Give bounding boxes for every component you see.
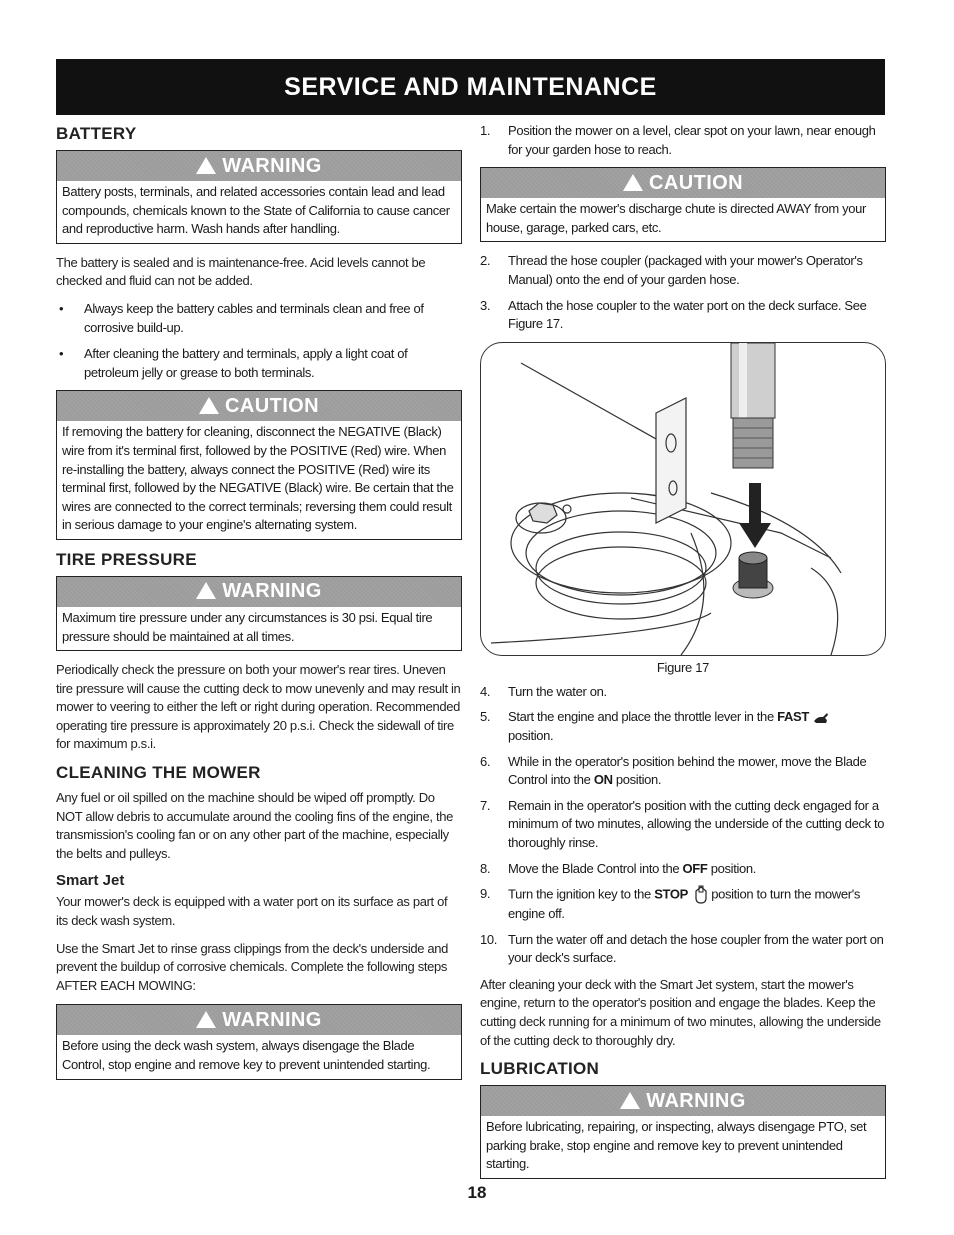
caution-label: CAUTION xyxy=(649,171,743,194)
list-item: 5. Start the engine and place the throttle lever in the FAST position. xyxy=(480,708,886,745)
tire-heading: TIRE PRESSURE xyxy=(56,549,197,569)
warning-text: Maximum tire pressure under any circumstances is 30 psi. Equal tire pressure should be maintained at all times. xyxy=(62,609,433,644)
list-item: 10. Turn the water off and detach the hose coupler from the water port on your deck's surface. xyxy=(480,931,884,966)
warning-header xyxy=(57,1005,461,1035)
caution-label: CAUTION xyxy=(225,394,319,417)
discharge-caution-box xyxy=(480,167,886,242)
warning-triangle-icon xyxy=(199,397,219,414)
warning-label: WARNING xyxy=(222,1008,322,1031)
warning-label: WARNING xyxy=(646,1089,746,1112)
after-cleaning-paragraph: After cleaning your deck with the Smart Jet system, start the mower's engine, return to the operator's position and engage the blades. Keep the cutting deck running for a minimum of two minutes, allowing the underside of the cutting deck to thoroughly dry. xyxy=(480,976,881,1048)
steps-list-a xyxy=(480,122,886,159)
warning-label: WARNING xyxy=(222,580,322,603)
list-item: 2. Thread the hose coupler (packaged with your mower's Operator's Manual) onto the end of your garden hose. xyxy=(480,253,863,287)
battery-caution-box xyxy=(56,390,462,540)
cleaning-paragraph: Any fuel or oil spilled on the machine should be wiped off promptly. Do NOT allow debris to accumulate around the cooling fins of the engine, the transmission's cooling fan or on any other part of the machine, especially the belts and pulleys. xyxy=(56,790,453,861)
list-item: 9. Turn the ignition key to the STOP position to turn the mower's engine off. xyxy=(480,886,860,922)
battery-heading: BATTERY xyxy=(56,124,137,143)
caution-text: If removing the battery for cleaning, disconnect the NEGATIVE (Black) wire from it's terminal first, followed by the POSITIVE (Red) wire. When re-installing the battery, always connect the POSITIVE (Red) wire its terminal first, followed by the NEGATIVE (Black) wire. Be certain that the wires are connected to the correct terminals; reversing them could result in serious damage to your engine's alternating system. xyxy=(62,424,454,533)
warning-triangle-icon xyxy=(196,157,216,174)
warning-triangle-icon xyxy=(196,1011,216,1028)
caution-header xyxy=(57,391,461,421)
right-column xyxy=(480,122,886,1189)
warning-triangle-icon xyxy=(620,1092,640,1109)
tire-paragraph: Periodically check the pressure on both your mower's rear tires. Uneven tire pressure will cause the cutting deck to mow unevenly and may result in mower to veering to either the left or right during operation. Recommended operating tire pressure is approximately 20 p.s.i. Check the sidewall of tire for maximum p.s.i. xyxy=(56,662,461,752)
figure-caption: Figure 17 xyxy=(656,659,710,675)
lubrication-warning-box xyxy=(480,1085,886,1179)
list-item: 1. Position the mower on a level, clear spot on your lawn, near enough for your garden hose to reach. xyxy=(480,123,876,157)
steps-list-c xyxy=(480,683,886,968)
caution-header xyxy=(481,168,885,198)
smart-jet-paragraph-1: Your mower's deck is equipped with a water port on its surface as part of its deck wash system. xyxy=(56,894,448,929)
list-item: 4. Turn the water on. xyxy=(480,683,607,699)
tire-warning-box xyxy=(56,576,462,651)
stop-key-icon xyxy=(691,885,711,905)
caution-text: Make certain the mower's discharge chute is directed AWAY from your house, garage, parked cars, etc. xyxy=(486,201,867,235)
battery-bullets xyxy=(56,300,462,382)
warning-triangle-icon xyxy=(623,174,643,191)
warning-triangle-icon xyxy=(196,582,216,599)
smart-jet-heading: Smart Jet xyxy=(56,872,125,890)
list-item: 8. Move the Blade Control into the OFF position. xyxy=(480,860,757,876)
list-item: 6. While in the operator's position behind the mower, move the Blade Control into the ON position. xyxy=(480,753,867,788)
lubrication-heading: LUBRICATION xyxy=(480,1059,600,1079)
warning-header xyxy=(481,1086,885,1116)
warning-header xyxy=(57,577,461,607)
warning-header xyxy=(57,151,461,181)
steps-list-b xyxy=(480,252,886,333)
deck-hose-drawing xyxy=(481,343,885,655)
figure-17-illustration xyxy=(480,342,886,656)
page-number: 18 xyxy=(467,1183,487,1202)
rabbit-fast-icon xyxy=(812,711,830,725)
warning-text: Battery posts, terminals, and related accessories contain lead and lead compounds, chemicals known to the State of California to cause cancer and reproductive harm. Wash hands after handling. xyxy=(62,184,450,237)
list-item: • Always keep the battery cables and terminals clean and free of corrosive build-up. xyxy=(56,300,462,337)
section-banner xyxy=(56,59,885,115)
warning-text: Before using the deck wash system, always disengage the Blade Control, stop engine and remove key to prevent unintended starting. xyxy=(62,1038,431,1072)
battery-paragraph: The battery is sealed and is maintenance-free. Acid levels cannot be checked and fluid can not be added. xyxy=(56,254,426,289)
left-column xyxy=(56,122,462,1090)
warning-text: Before lubricating, repairing, or inspecting, always disengage PTO, set parking brake, stop engine and remove key to prevent unintended starting. xyxy=(486,1119,867,1172)
deck-wash-warning-box xyxy=(56,1004,462,1079)
list-item: 7. Remain in the operator's position with the cutting deck engaged for a minimum of two minutes, allowing the underside of the cutting deck to thoroughly rinse. xyxy=(480,797,885,850)
list-item: 3. Attach the hose coupler to the water port on the deck surface. See Figure 17. xyxy=(480,297,867,332)
banner-title: SERVICE AND MAINTENANCE xyxy=(284,72,657,101)
smart-jet-paragraph-2: Use the Smart Jet to rinse grass clippings from the deck's underside and prevent the buildup of corrosive chemicals. Complete the following steps AFTER EACH MOWING: xyxy=(56,940,449,993)
cleaning-heading: CLEANING THE MOWER xyxy=(56,763,261,783)
warning-label: WARNING xyxy=(222,154,322,177)
list-item: • After cleaning the battery and terminals, apply a light coat of petroleum jelly or grease to both terminals. xyxy=(56,345,462,382)
battery-warning-box xyxy=(56,150,462,244)
